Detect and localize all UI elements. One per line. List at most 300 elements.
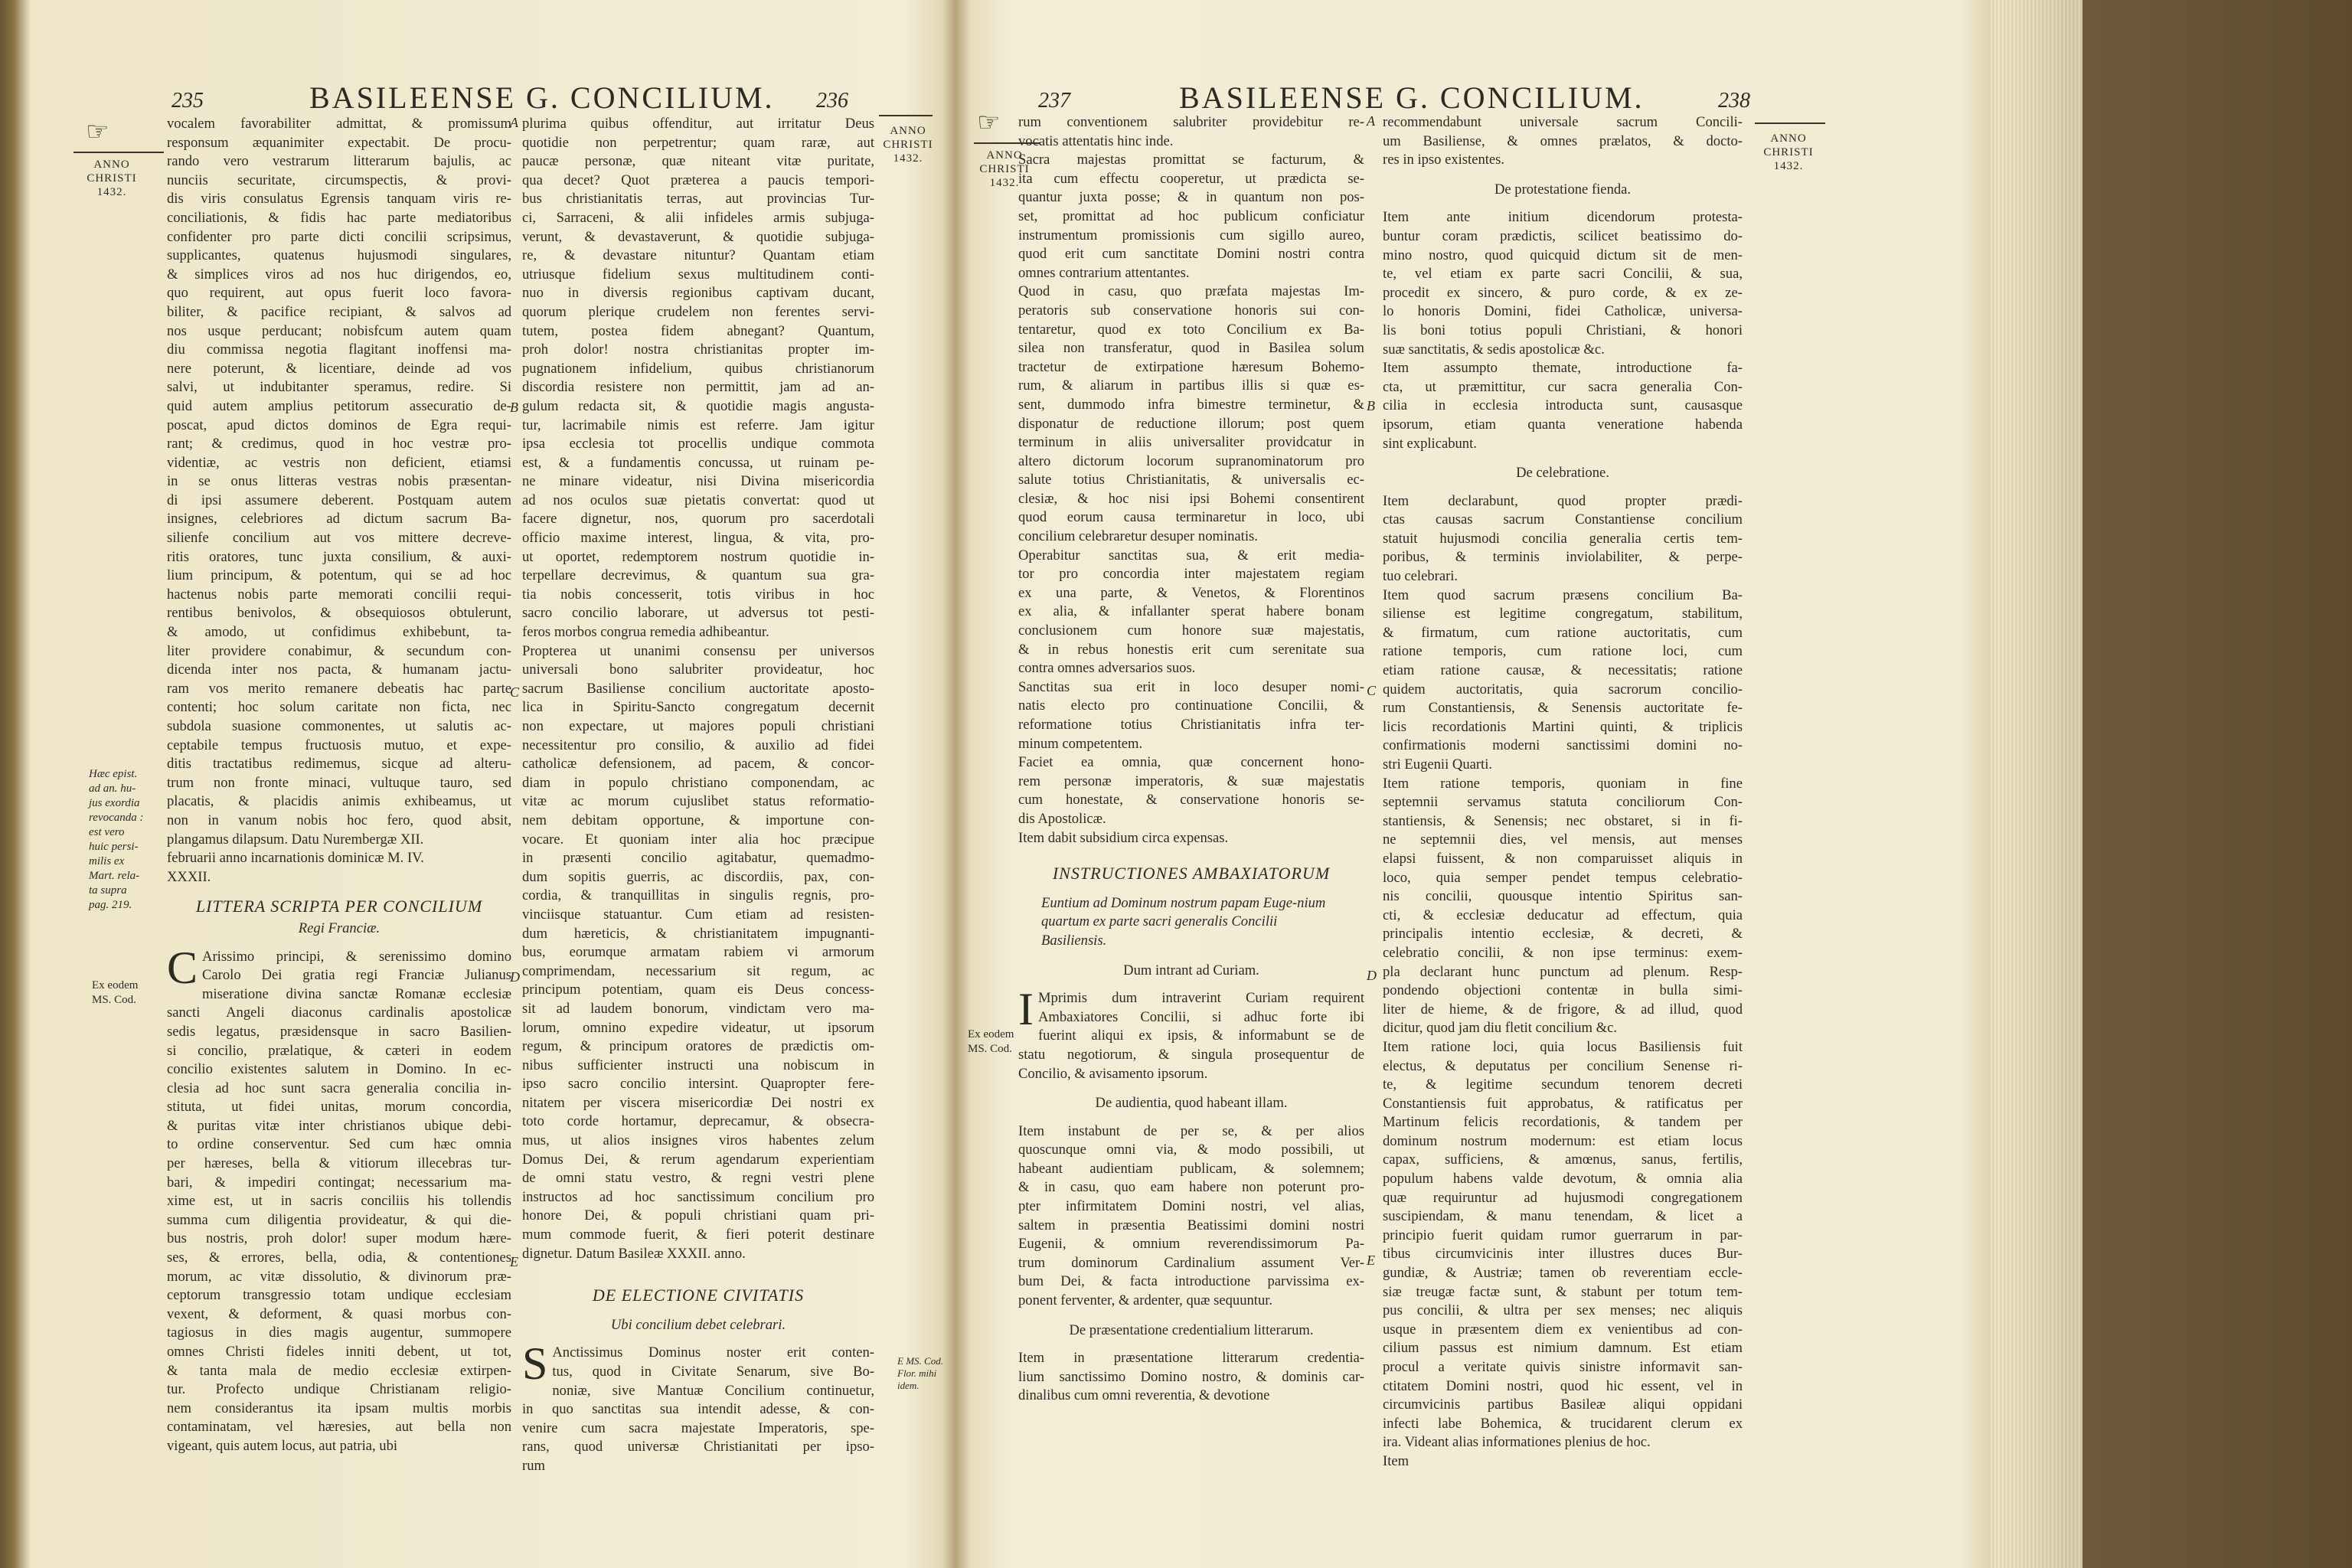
text-line: ponent ferventer, & ardenter, quæ sequuntur. (1018, 1292, 1273, 1309)
text-line: contenti; hoc solum caritate non ficta, nec (167, 699, 511, 716)
text-line: & firmatum, cum ratione auctoritatis, cum (1383, 624, 1743, 641)
section-letter: C (510, 684, 520, 700)
source-note: E MS. Cod. Flor. mihi idem. (897, 1355, 943, 1391)
text-line: ceptorum transgressio totam undique ecclesiam (167, 1287, 511, 1304)
text-line: pter infirmitatem Domini nostri, vel alias, (1018, 1198, 1364, 1215)
text-block (1018, 1122, 1364, 1311)
text-line: lis boni totius populi Christiani, & honori (1383, 322, 1743, 338)
text-line: bum Dei, & facta introductione parvissima ex- (1018, 1273, 1364, 1290)
text-line: toto corde hortamur, deprecamur, & obsecra- (522, 1113, 874, 1130)
text-line: rem personæ imperatoris, & suæ majestatis (1018, 773, 1364, 789)
running-head: BASILEENSE G. CONCILIUM. (309, 80, 775, 115)
text-line: pus concilii, & ultra per sex menses; nec aliquis (1383, 1302, 1743, 1319)
text-line: sacrum Basiliense concilium auctoritate aposto- (522, 680, 874, 697)
text-line: ad nos oculos suæ pietatis convertat: quod ut (522, 492, 874, 508)
left-column (167, 115, 511, 1456)
text-line: tia nobis concesserit, totis viribus in hoc (522, 586, 874, 603)
text-line: dicenda inter nos pacta, & humanam jactu- (167, 662, 511, 678)
text-line: vitæ ac morum cujuslibet status reformatio- (522, 793, 874, 810)
text-line: ram vos merito remanere debeatis hac parte (167, 680, 511, 697)
text-line: lium sanctissimo Domino nostro, & dominis car- (1018, 1368, 1364, 1385)
text-line: feros morbos congrua remedia adhibeantur. (522, 624, 769, 641)
text-line: statu negotiorum, & singula prosequentur de (1018, 1046, 1364, 1063)
text-line: ctas causas sacrum Constantiense concilium (1383, 511, 1743, 528)
text-line: cordia, & tranquillitas in singulis regnis, pro- (522, 887, 874, 904)
text-line: poscat, apud dictos dominos de Egra requi- (167, 416, 511, 433)
text-line: officio maxime interest, lingua, & vita, pro- (522, 530, 874, 547)
text-line: tuo celebrari. (1383, 568, 1459, 585)
text-line: elapsi fuissent, & non comparuisset aliquis in (1383, 850, 1743, 867)
text-line: confirmationis moderni sanctissimi domini no- (1383, 737, 1743, 754)
text-line: nuo in diversis regionibus captivam ducant, (522, 285, 874, 302)
text-line: non expectare, ut majores populi christiani (522, 718, 874, 734)
text-line: quod erit cum sanctitate Domini nostri contra (1018, 246, 1364, 263)
text-line: Item declarabunt, quod propter prædi- (1383, 492, 1743, 509)
text-line: sacro concilio laborare, ut adversus tot pesti- (522, 605, 874, 622)
text-line: vexent, & deforment, & quasi morbus con- (167, 1305, 511, 1322)
text-line: ceptabile tempus fructuosis mutuo, et expe- (167, 737, 511, 753)
text-line: honore Dei, & populi christiani quam pri- (522, 1207, 874, 1224)
text-line: mus, ut alios insignes viros habentes zelum (522, 1132, 874, 1149)
text-line: ritis oratores, tunc juxta consilium, & auxi- (167, 548, 511, 565)
text-line: to ordine conserventur. Sed cum hæc omnia (167, 1136, 511, 1153)
text-line: subdola suasione commonentes, ut salutis ac- (167, 718, 511, 734)
text-line: regum, & principum oratores de prædictis om- (522, 1038, 874, 1055)
text-line: circumvicinis partibus Basileæ aliqui oppidani (1383, 1396, 1743, 1413)
text-line: & tanta mala de medio ecclesiæ extirpen- (167, 1362, 511, 1379)
text-line: rando vero vestrarum litterarum bajulis, ac (167, 153, 511, 170)
text-line: plangamus dilapsum. Datu Nurembergæ XII. (167, 831, 424, 848)
year-marker: ANNO CHRISTI 1432. (883, 125, 933, 165)
text-line: dis Apostolicæ. (1018, 810, 1106, 827)
text-line: cum honestate, & conservatione honoris se- (1018, 792, 1364, 808)
text-line: ipsa ecclesia tot procellis undique commota (522, 436, 874, 452)
text-line: catholicæ defensionem, ad pacem, & concor- (522, 756, 874, 773)
text-line: rum (522, 1457, 545, 1474)
text-line: verunt, & devastaverunt, & quotidie subjuga- (522, 228, 874, 245)
text-line: Anctissimus Dominus noster erit conten- (552, 1344, 874, 1361)
text-line: & in rebus honestis erit cum serenitate sua (1018, 641, 1364, 658)
text-line: qua decet? Quot præterea a paucis tempori- (522, 172, 874, 188)
text-line: ex una parte, & Venetos, & Florentinos (1018, 584, 1364, 601)
text-line: minum competentem. (1018, 735, 1143, 752)
text-line: rum Constantiensis, & Senensis auctoritate fe- (1383, 700, 1743, 717)
text-line: etiam ratione causæ, & necessitatis; ratione (1383, 662, 1743, 679)
page-number: 236 (816, 89, 848, 113)
text-line: rentibus benivolos, & obsequiosos obtulerunt, (167, 605, 511, 622)
running-head: BASILEENSE G. CONCILIUM. (1179, 80, 1645, 115)
text-line: bari, & impediri contingat; necessarium ma- (167, 1174, 511, 1191)
section-letter: E (510, 1254, 518, 1269)
page-number: 237 (1038, 89, 1070, 113)
text-line: licis recordationis Martini quinti, & triplicis (1383, 718, 1743, 735)
text-line: ci, Sarraceni, & alii infideles armis subjuga- (522, 209, 874, 226)
text-line: dicitur, quod jam diu fletit concilium &c. (1383, 1020, 1617, 1037)
section-letter: B (1367, 398, 1375, 413)
text-line: liter de hieme, & de frigore, & ad illud, quod (1383, 1001, 1743, 1018)
text-line: nitatem per viscera misericordiæ Dei nostri ex (522, 1094, 874, 1111)
text-line: quo requirent, aut opus fuerit loco favora- (167, 285, 511, 302)
text-line: loco, quia semper pendet tempus celebratio- (1383, 869, 1743, 886)
text-line: habeant audientiam publicam, & solemnem; (1018, 1160, 1364, 1177)
text-line: procedit ex sincero, & puro corde, & ex ze- (1383, 284, 1743, 301)
text-block (167, 942, 511, 1456)
text-line: ipso sacro concilio intersint. Quapropter fere- (522, 1076, 874, 1093)
text-line: Sacra majestas promittat se facturum, & (1018, 152, 1364, 168)
text-line: quæ requiruntur ad hujusmodi congregationem (1383, 1189, 1743, 1206)
text-line: re, & devastare nituntur? Quantam etiam (522, 247, 874, 264)
text-line: suscipiendam, & manu tenendam, & licet a (1383, 1208, 1743, 1225)
text-line: hactenus nobis parte memorati concilii requi- (167, 586, 511, 603)
year-marker: ANNO CHRISTI 1432. (1763, 132, 1814, 172)
text-line: nere poterunt, & licentiare, deinde ad vos (167, 360, 511, 377)
text-line: Propterea ut unanimi consensu per universos (522, 642, 874, 659)
page-number: 235 (172, 89, 204, 113)
text-line: tractetur de extirpatione hæresum Bohemo- (1018, 358, 1364, 375)
section-letter: D (510, 969, 520, 985)
text-line: nem considerantus ita ipsam multis morbis (167, 1400, 511, 1416)
text-block (1018, 113, 1364, 848)
section-subtitle: Regi Franciæ. (298, 920, 381, 936)
text-line: gundiæ, & Austriæ; tamen ob reverentiam eccle- (1383, 1265, 1743, 1282)
section-title: DE ELECTIONE CIVITATIS (592, 1285, 805, 1305)
text-line: conciliationis, & fidis hac parte mediatoribus (167, 209, 511, 226)
text-line: tibus circumvicinis inter illustres duces Bur- (1383, 1246, 1743, 1263)
text-line: tor pro concordia inter majestatem regiam (1018, 566, 1364, 583)
text-line: lica in Spiritu-Sancto congregatum decernit (522, 699, 874, 716)
text-line: tus, quod in Civitate Senarum, sive Bo- (552, 1364, 874, 1380)
text-line: set, promittat ad hoc publicum conficiatur (1018, 207, 1364, 224)
text-line: clesia ad hoc sunt sacra generalia concilia in- (167, 1080, 511, 1096)
text-line: mum commode fuerit, & fieri poterit destinare (522, 1227, 874, 1243)
text-line: supplicantes, quatenus hujusmodi singulares, (167, 247, 511, 264)
text-line: morum, ac vitæ dissolutio, & divinorum præ- (167, 1268, 511, 1285)
text-line: poribus, & terminis inviolabiliter, & perpe- (1383, 549, 1743, 566)
text-line: confidenter pro parte dicti concilii scripsimus, (167, 228, 511, 245)
text-line: necessitentur pro consilio, & auxilio ad fidei (522, 737, 874, 753)
text-line: concilio existentes salutem in Domino. In ec- (167, 1061, 511, 1078)
text-line: vinciisque statuantur. Cum etiam ad resisten- (522, 906, 874, 923)
text-line: pla declarant hunc punctum ad plenum. Resp- (1383, 963, 1743, 980)
section-letter: D (1367, 968, 1377, 983)
text-block (1018, 984, 1364, 1083)
text-line: quod eorum causa terminaretur in loco, ubi (1018, 509, 1364, 526)
text-line: rans, quod universæ Christianitati per ipso- (522, 1439, 874, 1455)
text-line: Item instabunt de per se, & per alios (1018, 1122, 1364, 1139)
text-line: ex alia, & infallanter sperat habere bonam (1018, 603, 1364, 620)
text-block (1383, 113, 1743, 170)
text-line: lium principum, & potentum, qui se ad hoc (167, 567, 511, 584)
pointing-hand-icon: ☞ (86, 118, 109, 146)
text-line: cti, & ecclesiæ deducatur ad effectum, quia (1383, 906, 1743, 923)
text-line: lo honoris Domini, fidei Catholicæ, universa- (1383, 303, 1743, 320)
text-line: stituta, ut fidei unitas, morum concordia, (167, 1099, 511, 1116)
text-block (167, 115, 511, 887)
text-line: Item (1383, 1452, 1410, 1469)
text-block (1018, 1349, 1364, 1406)
text-line: plurima quibus offenditur, aut irritatur Deus (522, 116, 874, 132)
text-line: ne minare videatur, nisi Divina misericordia (522, 473, 874, 490)
text-line: Item in præsentatione litterarum credentia- (1018, 1350, 1364, 1367)
text-line: miseratione divina sanctæ Romanæ ecclesiæ (202, 985, 511, 1002)
text-line: Item ratione loci, quia locus Basiliensis fuit (1383, 1038, 1743, 1055)
text-line: terpellare decrevimus, & quantum sua gra- (522, 567, 874, 584)
text-line: celebratio concilii, & non ipse terminus: exem- (1383, 944, 1743, 961)
section-heading: De audientia, quod habeant illam. (1095, 1095, 1288, 1112)
text-line: liter providere conabimur, & secundum con- (167, 642, 511, 659)
text-line: tur. Profecto undique Christianam religio- (167, 1381, 511, 1398)
text-line: Ambaxiatores Concilii, si adhuc forte ibi (1037, 1008, 1364, 1025)
text-line: februarii anno incarnationis dominicæ M. IV. (167, 850, 424, 867)
text-line: tentaretur, quod ex toto Concilium ex Ba- (1018, 321, 1364, 338)
margin-note: Hæc epist. ad an. hu- jus exordia revocanda : est vero huic persi- milis ex Mart. rela- ta supra pag. 219. (89, 768, 144, 911)
text-line: pugnationem infidelium, quibus christianorum (522, 360, 874, 377)
text-line: ira. Videant alias informationes plenius de hoc. (1383, 1434, 1651, 1451)
text-line: siliense est legitime congregatum, stabilitum, (1383, 606, 1743, 622)
text-line: in se onus litteras vestras nobis præsentan- (167, 473, 511, 490)
text-line: te, & legitime secundum tenorem decreti (1383, 1076, 1743, 1093)
text-line: Operabitur sanctitas sua, & erit media- (1018, 547, 1364, 564)
text-line: silienfe concilium aut vos mittere decreve- (167, 530, 511, 547)
text-line: ratione temporis, cum ratione loci, cum (1383, 643, 1743, 660)
section-heading: De celebratione. (1516, 465, 1609, 482)
text-line: contra omnes adversarios suos. (1018, 660, 1196, 677)
text-block (1383, 208, 1743, 453)
text-line: populum habens valde devotum, & omnia alia (1383, 1171, 1743, 1187)
text-line: siæ treugæ factæ sunt, & stabunt per totum tem- (1383, 1283, 1743, 1300)
source-note: Ex eodem MS. Cod. (968, 1028, 1014, 1055)
section-subtitle: Euntium ad Dominum nostrum papam Euge-nium quartum ex parte sacri generalis Concilii Basiliensis. (1041, 894, 1326, 949)
text-line: ipsorum, etiam quanta veneratione habenda (1383, 416, 1743, 433)
text-line: disponatur de reductione illorum; post quem (1018, 415, 1364, 432)
text-line: reformatione totius Christianitatis infra ter- (1018, 717, 1364, 733)
text-line: tutem, postea fidem abnegant? Quantum, (522, 322, 874, 339)
text-line: bus nostris, proh dolor! super modum hære- (167, 1230, 511, 1247)
text-line: mino nostro, quod quicquid dictum sit de men- (1383, 247, 1743, 263)
text-line: rum, & aliarum in partibus illis si quæ es- (1018, 377, 1364, 394)
text-line: insignes, celebriores ad dictum sacrum Ba- (167, 511, 511, 528)
text-line: noniæ, sive Mantuæ Concilium continuetur, (552, 1382, 874, 1399)
text-line: septemnii servamus statuta conciliorum Con- (1383, 794, 1743, 811)
text-line: responsum æquanimiter expectabit. De procu- (167, 134, 511, 151)
section-heading: Dum intrant ad Curiam. (1123, 962, 1259, 978)
text-line: res in ipso existentes. (1383, 152, 1505, 168)
text-line: dum hæreticis, & christianitatem impugnanti- (522, 925, 874, 942)
section-heading: De præsentatione credentialium litterarum. (1069, 1321, 1314, 1338)
text-line: vocalem favorabiliter admittat, & promissum (167, 116, 511, 132)
text-line: non in vanum nobis hoc fero, quod absit, (167, 812, 511, 828)
text-line: statuit hujusmodi concilia generalia certis tem- (1383, 530, 1743, 547)
text-line: per hæreses, bella & vitiorum illecebras tur- (167, 1155, 511, 1172)
text-line: peratoris sub conservatione honoris sui con- (1018, 302, 1364, 318)
text-line: ut oportet, redemptorem nostrum quotidie in- (522, 548, 874, 565)
drop-cap: S (522, 1338, 548, 1390)
text-line: capax, sufficiens, & amœnus, sanus, fertilis, (1383, 1152, 1743, 1168)
text-line: tagiosus in dies magis augentur, summopere (167, 1325, 511, 1341)
year-marker: ANNO CHRISTI 1432. (87, 158, 137, 198)
text-line: nem debitam opportune, & importune con- (522, 812, 874, 828)
text-line: dum sopitis guerris, ac discordiis, pax, con- (522, 868, 874, 885)
text-line: universali bono salubriter provideatur, hoc (522, 662, 874, 678)
text-line: comprimendam, necessarium sit regum, ac (522, 962, 874, 979)
text-line: principalis intentio ecclesiæ, & decreti, & (1383, 926, 1743, 942)
left-column (1018, 113, 1364, 1406)
margin-rule (1755, 122, 1825, 124)
text-line: dinalibus cum omni reverentia, & devotione (1018, 1387, 1270, 1404)
text-line: & puritas vitæ inter christianos ubique debi- (167, 1117, 511, 1134)
text-line: Item quod sacrum præsens concilium Ba- (1383, 586, 1743, 603)
page-number: 238 (1718, 89, 1750, 113)
right-page (949, 0, 2021, 1568)
text-line: vocare. Et quoniam inter alia hoc præcipue (522, 831, 874, 848)
text-line: ses, & errores, bella, odia, & contentiones (167, 1250, 511, 1266)
text-line: saltem in præsentia Beatissimi domini nostri (1018, 1217, 1364, 1233)
text-line: utriusque fidelium sexus multitudinem conti- (522, 266, 874, 283)
text-line: Constantiensis fuit approbatus, & ratificatus per (1383, 1095, 1743, 1112)
text-line: quidem auctoritatis, quia sacrorum concilio- (1383, 681, 1743, 697)
text-line: contaminatam, vel hæresies, aut bella non (167, 1419, 511, 1436)
text-line: bus christianitatis terras, aut provincias Tur- (522, 191, 874, 207)
text-line: paucæ personæ, quæ niteant vitæ puritate, (522, 153, 874, 170)
text-line: trum dominorum Cardinalium assument Ver- (1018, 1254, 1364, 1271)
text-line: instructos ad hoc sanctissimum concilium pro (522, 1188, 874, 1205)
section-letter: A (1367, 113, 1375, 129)
text-line: buntur coram prædictis, scilicet beatissimo do- (1383, 227, 1743, 244)
text-line: Concilio, & avisamento ipsorum. (1018, 1065, 1208, 1082)
text-line: suæ sanctitatis, & sedis apostolicæ &c. (1383, 341, 1605, 358)
text-line: Eugenii, & omnium reverendissimorum Pa- (1018, 1236, 1364, 1253)
text-line: Mprimis dum intraverint Curiam requirent (1037, 990, 1364, 1007)
text-line: nunciis securitate, circumspectis, & provi- (167, 172, 511, 188)
text-line: cta, ut præmittitur, cur sacra generalia Con- (1383, 378, 1743, 395)
text-line: & in casu, quo eam habere non poterunt pro- (1018, 1179, 1364, 1196)
text-line: lorum, omnino expedire videatur, ut ipsorum (522, 1019, 874, 1036)
text-line: Item ante initium dicendorum protesta- (1383, 209, 1743, 226)
text-line: omnes contrarium attentantes. (1018, 264, 1190, 281)
text-line: cilium passus est nimium damnum. Est etiam (1383, 1340, 1743, 1357)
text-line: nibus sufficienter instructi una nobiscum in (522, 1057, 874, 1073)
text-line: Item assumpto themate, introductione fa- (1383, 360, 1743, 377)
text-line: & amodo, ut confidimus exhibebunt, ta- (167, 624, 511, 641)
text-line: vigeant, quis autem locus, aut patria, ubi (167, 1437, 398, 1454)
text-line: bus, eorumque armatam rabiem vi armorum (522, 944, 874, 961)
text-line: proh dolor! nostra christianitas propter im- (522, 341, 874, 358)
text-line: summa cum diligentia provideatur, & qui die- (167, 1211, 511, 1228)
text-line: biliter, & pacifice recipiant, & salvos ad (167, 303, 511, 320)
text-line: usque in præsentem diem ex venientibus ad con- (1383, 1321, 1743, 1338)
text-line: pondendo objectioni contentæ in bulla simi- (1383, 982, 1743, 999)
text-line: clesiæ, & hoc nisi ipsi Bohemi consentirent (1018, 490, 1364, 507)
text-line: Item dabit subsidium circa expensas. (1018, 829, 1229, 846)
text-line: si concilio, prælatique, & cæteri in eodem (167, 1042, 511, 1059)
text-line: conclusionem cum honore suæ majestatis, (1018, 622, 1364, 639)
text-line: sent, dummodo infra bimestre terminetur, & (1018, 396, 1364, 413)
drop-cap: I (1018, 984, 1034, 1035)
text-line: recommendabunt universale sacrum Concili- (1383, 114, 1743, 130)
text-line: Arissimo principi, & serenissimo domino (202, 948, 511, 965)
right-column (1383, 113, 1743, 1472)
text-line: rum conventionem salubriter providebitur re- (1018, 114, 1364, 130)
text-line: principio fuerit quidam rumor guerrarum in par- (1383, 1227, 1743, 1243)
text-line: stri Eugenii Quarti. (1383, 756, 1493, 773)
text-line: dignetur. Datum Basileæ XXXII. anno. (522, 1245, 746, 1262)
text-line: Sanctitas sua erit in loco desuper nomi- (1018, 678, 1364, 695)
section-title: LITTERA SCRIPTA PER CONCILIUM (195, 897, 483, 916)
year-marker: ANNO CHRISTI 1432. (979, 149, 1030, 189)
text-line: facere dignetur, nos, quorum pro sacerdotali (522, 511, 874, 528)
text-line: ne septemnii dies, vel mensis, aut menses (1383, 831, 1743, 848)
section-subtitle: Ubi concilium debet celebrari. (610, 1316, 786, 1333)
text-line: terminum in aliis universaliter providcatur in (1018, 434, 1364, 451)
text-line: procul a veritate quivis sinistre informavit san- (1383, 1359, 1743, 1375)
left-page (0, 0, 949, 1568)
text-line: altero dictorum locorum supranominatorum pro (1018, 452, 1364, 469)
section-heading: De protestatione fienda. (1494, 181, 1632, 198)
section-letter: C (1367, 683, 1377, 698)
text-line: trum non fronte minaci, vultuque tauro, sed (167, 774, 511, 791)
text-line: xime est, ut in sacris conciliis his tollendis (167, 1193, 511, 1210)
text-block (522, 1338, 874, 1475)
section-letter: B (510, 400, 518, 415)
text-line: nis concilii, quousque intentio Spiritus san- (1383, 888, 1743, 905)
text-line: natis electo pro continuatione Concilii, & (1018, 697, 1364, 714)
text-line: vocatis attentatis hinc inde. (1018, 132, 1174, 149)
text-line: in quo sanctitas sua intendit adesse, & con- (522, 1401, 874, 1418)
text-line: quotidie non perpetrentur; quam raræ, aut (522, 134, 874, 151)
text-line: omnes Christi fideles inniti debent, ut tot, (167, 1344, 511, 1360)
text-line: venire cum sacra majestate Imperatoris, spe- (522, 1419, 874, 1436)
section-letter: E (1367, 1253, 1375, 1268)
text-line: Domus Dei, & rerum agendarum experientiam (522, 1151, 874, 1168)
text-line: cilia in ecclesia introducta sunt, causasque (1383, 397, 1743, 414)
text-line: est, & a fundamentis concussa, ut ruinam pe- (522, 454, 874, 471)
text-line: electus, & deputatus per concilium Senense ri- (1383, 1057, 1743, 1074)
text-line: ita cum effectu cooperetur, ut prædicta se- (1018, 170, 1364, 187)
text-line: Faciet ea omnia, quæ concernent hono- (1018, 754, 1364, 771)
drop-cap: C (167, 942, 198, 993)
text-line: dominum nostrum modernum: est etiam locus (1383, 1132, 1743, 1149)
text-line: videntiæ, ac vestris non deficient, etiamsi (167, 454, 511, 471)
text-block (1383, 492, 1743, 1472)
text-line: fuerint aliqui ex ipsis, & informabunt se de (1037, 1027, 1364, 1044)
text-line: dis viris consulatus Egrensis tanquam viris re- (167, 191, 511, 207)
text-line: diam in populo christiano componendam, ac (522, 774, 874, 791)
text-line: ctitatem Domini nostri, quod hic essent, vel in (1383, 1377, 1743, 1394)
text-line: instrumentum promissionis cum sigillo aureo, (1018, 227, 1364, 243)
text-line: sedis legatus, præsidensque in sacro Basilien- (167, 1023, 511, 1040)
text-line: di ipsi assumere deberent. Postquam autem (167, 492, 511, 508)
text-line: tur, lacrimabile nimis est referre. Jam igitur (522, 416, 874, 433)
text-block (522, 115, 874, 1263)
text-line: Carolo Dei gratia regi Franciæ Julianus (202, 967, 511, 984)
text-line: XXXII. (167, 868, 211, 885)
section-title: INSTRUCTIONES AMBAXIATORUM (1052, 864, 1331, 884)
text-line: concilium celebraretur desuper nominatis. (1018, 528, 1258, 545)
text-line: silea non transferatur, quod in Basilea solum (1018, 340, 1364, 357)
text-line: sint explicabunt. (1383, 435, 1477, 452)
text-line: placatis, & placidis animis exhibeamus, ut (167, 793, 511, 810)
text-line: sancti Angeli diaconus cardinalis apostolicæ (167, 1004, 511, 1021)
text-line: principum potentiam, quam eis Deus concess- (522, 982, 874, 998)
pointing-hand-icon: ☞ (977, 109, 1001, 137)
text-line: de omni statu vestro, & regni vestri plene (522, 1170, 874, 1187)
text-line: stantiensis, & Senensis; nec obstaret, si in fi- (1383, 812, 1743, 829)
text-line: quantur juxta posse; & in quantum non pos- (1018, 189, 1364, 206)
text-line: quorum plerique crudelem non ferentes servi- (522, 303, 874, 320)
text-line: quid autem amplius petitorum assecuratio de- (167, 397, 511, 414)
text-line: in præsenti concilio agitabatur, quemadmo- (522, 850, 874, 867)
text-line: salute totius Christianitatis, & universalis ec- (1018, 472, 1364, 488)
